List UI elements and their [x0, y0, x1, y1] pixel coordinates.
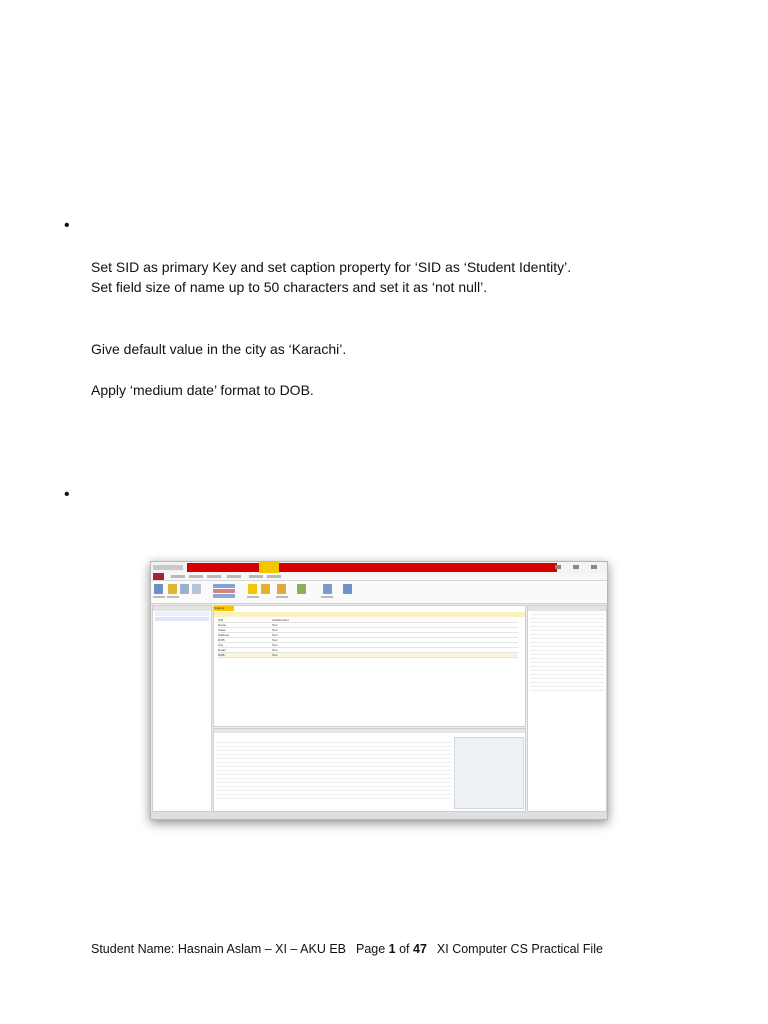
table-tools-tab: [259, 562, 279, 573]
table-row: Address Text: [218, 633, 518, 638]
page-footer: [91, 942, 603, 956]
ribbon: [151, 581, 607, 604]
delete-rows-icon: [213, 589, 235, 593]
relationships-icon: [323, 584, 332, 594]
insert-rows-icon: [213, 584, 235, 588]
test-validation-icon: [192, 584, 201, 594]
footer-page-prefix: Page: [356, 942, 389, 956]
maximize-icon: [573, 565, 579, 569]
table-row: City Text: [218, 643, 518, 648]
instruction-default-city: Give default value in the city as ‘Karachi’.: [91, 341, 347, 357]
table-row: DOB Text: [218, 638, 518, 643]
rename-macro-icon: [297, 584, 306, 594]
minimize-icon: [555, 565, 561, 569]
property-sheet-pane: [527, 605, 607, 812]
field-help-box: [454, 737, 524, 809]
ribbon-tabs: [151, 573, 607, 581]
data-macros-icon: [277, 584, 286, 594]
object-dependencies-icon: [343, 584, 352, 594]
table-row: SID AutoNumber: [218, 618, 518, 623]
window-title-strip: [187, 563, 557, 572]
grid-header: [214, 612, 525, 617]
footer-page-sep: of: [395, 942, 413, 956]
bullet-2: •: [64, 486, 70, 503]
footer-page-total: 47: [413, 942, 427, 956]
indexes-icon: [261, 584, 270, 594]
table-row: Email Text: [218, 648, 518, 653]
field-properties-pane: [213, 728, 526, 812]
primary-key-icon: [168, 584, 177, 594]
footer-file-title: XI Computer CS Practical File: [436, 942, 603, 956]
view-icon: [154, 584, 163, 594]
table-tab: Student: [214, 606, 234, 611]
bullet-1: •: [64, 217, 70, 234]
status-bar: [151, 812, 607, 819]
modify-lookups-icon: [213, 594, 235, 598]
quick-access-toolbar: [153, 565, 183, 570]
access-table-design-screenshot: [150, 561, 608, 820]
instruction-primary-key: Set SID as primary Key and set caption property for ‘SID as ‘Student Identity’.: [91, 259, 572, 275]
table-row: Class Text: [218, 628, 518, 633]
table-row: DOB Text: [218, 653, 518, 658]
close-icon: [591, 565, 597, 569]
property-sheet-icon: [248, 584, 257, 594]
instruction-field-size: Set field size of name up to 50 characters and set it as ‘not null’.: [91, 279, 488, 295]
builder-icon: [180, 584, 189, 594]
table-row: Name Text: [218, 623, 518, 628]
file-tab: [153, 573, 164, 580]
table-design-grid: [213, 605, 526, 727]
footer-student-name: Student Name: Hasnain Aslam – XI – AKU EB: [91, 942, 346, 956]
screenshot-title-bar: [151, 562, 607, 573]
navigation-pane: [152, 605, 212, 812]
footer-page-current: 1: [388, 942, 396, 956]
instruction-date-format: Apply ‘medium date’ format to DOB.: [91, 382, 314, 398]
